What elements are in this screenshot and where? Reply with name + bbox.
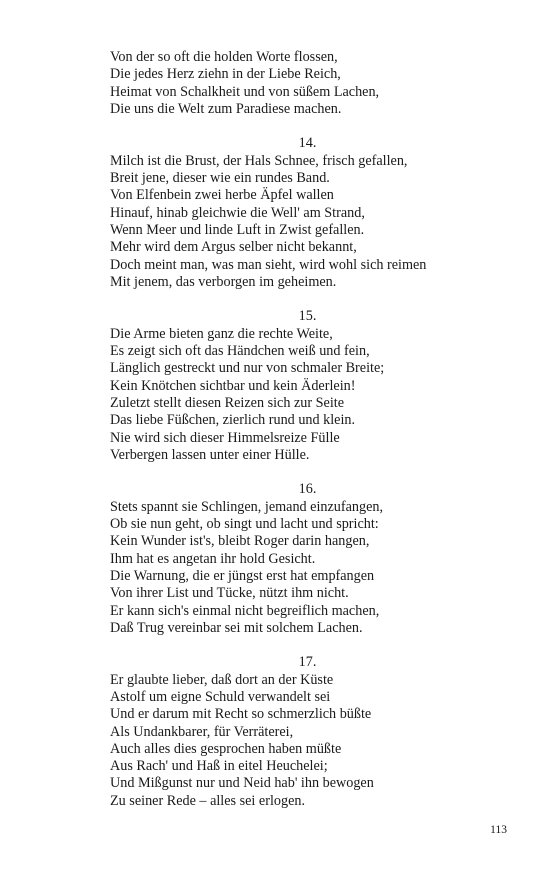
verse-line: Von der so oft die holden Worte flossen,: [110, 49, 338, 65]
verse-line: Er kann sich's einmal nicht begreiflich machen,: [110, 602, 380, 619]
verse-line: Zuletzt stellt diesen Reizen sich zur Seite: [110, 394, 345, 411]
stanza-number: 17.: [298, 654, 317, 671]
verse-line: Astolf um eigne Schuld verwandelt sei: [110, 688, 331, 705]
verse-line: Und Mißgunst nur und Neid hab' ihn bewogen: [110, 775, 374, 792]
verse-line: Das liebe Füßchen, zierlich rund und klein.: [110, 412, 356, 429]
verse-line: Stets spannt sie Schlingen, jemand einzufangen,: [110, 498, 384, 515]
verse-line: Aus Rach' und Haß in eitel Heuchelei;: [110, 758, 328, 775]
page-number: 113: [490, 824, 507, 836]
verse-line: Länglich gestreckt und nur von schmaler Breite;: [110, 360, 385, 377]
verse-line: Mit jenem, das verborgen im geheimen.: [110, 273, 337, 290]
verse-line: Daß Trug vereinbar sei mit solchem Lachen.: [110, 619, 363, 636]
verse-line: Hinauf, hinab gleichwie die Well' am Strand,: [110, 204, 365, 221]
verse-line: Die jedes Herz ziehn in der Liebe Reich,: [110, 66, 341, 83]
stanza: [110, 49, 490, 118]
verse-line: Doch meint man, was man sieht, wird wohl sich reimen: [110, 256, 427, 273]
verse-line: Die uns die Welt zum Paradiese machen.: [110, 100, 342, 117]
verse-line: Ob sie nun geht, ob singt und lacht und spricht:: [110, 516, 379, 533]
poem-text: [110, 49, 490, 810]
verse-line: Heimat von Schalkheit und von süßem Lachen,: [110, 83, 380, 100]
verse-line: Mehr wird dem Argus selber nicht bekannt,: [110, 239, 357, 256]
stanza: [110, 135, 490, 291]
stanza-number: 15.: [298, 308, 317, 325]
stanza-number: 16.: [298, 481, 317, 498]
verse-line: Und er darum mit Recht so schmerzlich büßte: [110, 706, 372, 723]
verse-line: Breit jene, dieser wie ein rundes Band.: [110, 170, 330, 187]
verse-line: Kein Knötchen sichtbar und kein Äderlein!: [110, 377, 356, 394]
verse-line: Von Elfenbein zwei herbe Äpfel wallen: [110, 187, 334, 204]
verse-line: Die Arme bieten ganz die rechte Weite,: [110, 325, 333, 342]
verse-line: Als Undankbarer, für Verräterei,: [110, 723, 294, 740]
verse-line: Nie wird sich dieser Himmelsreize Fülle: [110, 429, 340, 446]
stanza: [110, 308, 490, 464]
verse-line: Zu seiner Rede – alles sei erlogen.: [110, 792, 306, 809]
stanza: [110, 481, 490, 637]
verse-line: Er glaubte lieber, daß dort an der Küste: [110, 671, 334, 688]
verse-line: Milch ist die Brust, der Hals Schnee, frisch gefallen,: [110, 152, 408, 169]
verse-line: Ihm hat es angetan ihr hold Gesicht.: [110, 550, 316, 567]
verse-line: Auch alles dies gesprochen haben müßte: [110, 740, 342, 757]
stanza-number: 14.: [298, 135, 317, 152]
verse-line: Von ihrer List und Tücke, nützt ihm nicht.: [110, 585, 349, 602]
verse-line: Kein Wunder ist's, bleibt Roger darin hangen,: [110, 533, 370, 550]
stanza: [110, 654, 490, 810]
verse-line: Verbergen lassen unter einer Hülle.: [110, 446, 310, 463]
verse-line: Die Warnung, die er jüngst erst hat empfangen: [110, 567, 375, 584]
verse-line: Wenn Meer und linde Luft in Zwist gefallen.: [110, 221, 365, 238]
verse-line: Es zeigt sich oft das Händchen weiß und fein,: [110, 343, 370, 360]
